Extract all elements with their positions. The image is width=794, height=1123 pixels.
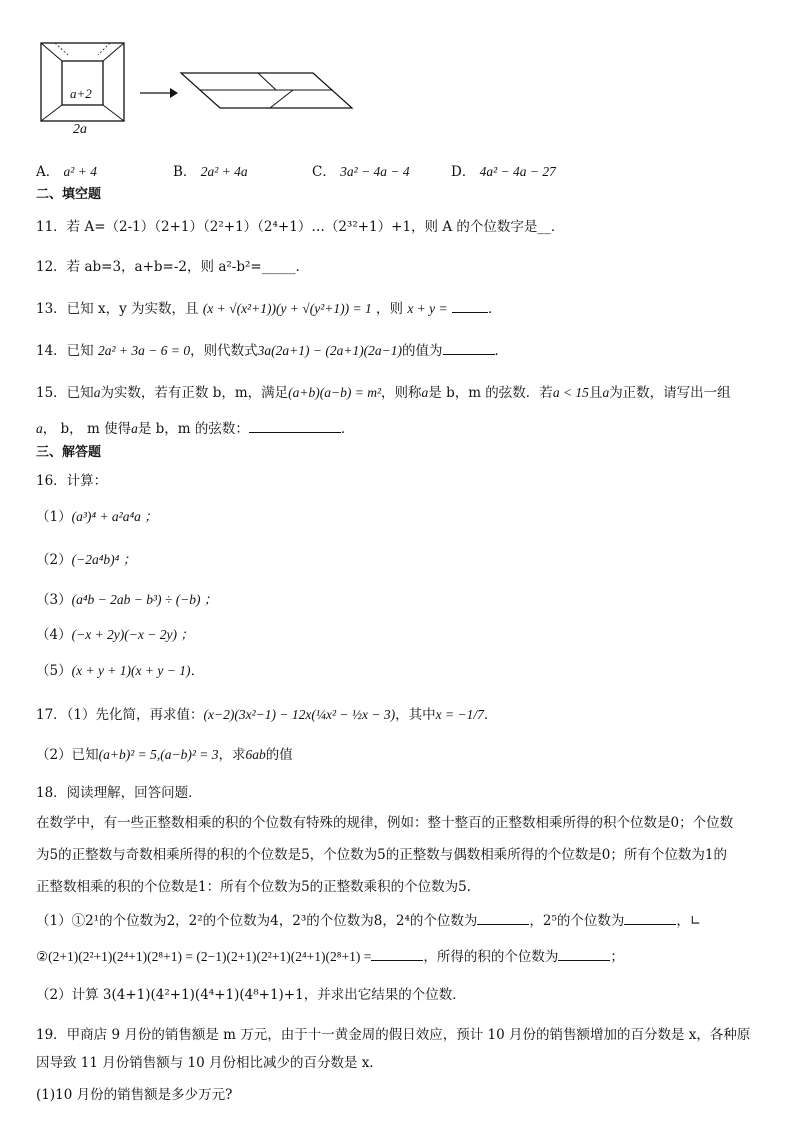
q13-expr2: x + y = bbox=[407, 301, 448, 316]
q15-line2-a2: a bbox=[131, 421, 138, 436]
option-c-expr: 3a² − 4a − 4 bbox=[340, 164, 410, 179]
q15-line2-mid: ， b， m 使得 bbox=[42, 421, 132, 437]
option-d-key: D． bbox=[451, 164, 476, 180]
q15-post: ，则称 bbox=[381, 385, 422, 401]
question-14 bbox=[36, 340, 508, 360]
q18-s1-text-b: ，2⁵的个位数为 bbox=[529, 913, 625, 929]
q17-part2-val: 6ab bbox=[245, 747, 266, 762]
section-fill-heading: 二、填空题 bbox=[36, 187, 102, 202]
q16-item-3-expr: (a⁴b − 2ab − b³) ÷ (−b) ； bbox=[71, 592, 218, 607]
q15-line2-end: ． bbox=[340, 421, 355, 437]
q16-item-5-no: （5） bbox=[36, 663, 72, 679]
q18-subquestion-2 bbox=[36, 946, 624, 966]
q15-expr: (a+b)(a−b) = m² bbox=[288, 385, 382, 400]
q14-mid: ，则代数式 bbox=[190, 343, 258, 359]
q16-item-3 bbox=[36, 591, 217, 609]
q16-item-2-no: （2） bbox=[36, 552, 72, 568]
q17-part1-pre: 17．（1）先化简，再求值： bbox=[36, 707, 204, 723]
question-12: 12．若 ab=3，a+b=-2，则 a²-b²=_____． bbox=[36, 259, 309, 275]
q15-post2: 是 b，m 的弦数．若 bbox=[428, 385, 553, 401]
q18-s1-blank-2[interactable] bbox=[624, 910, 676, 925]
q15-line2-a: a bbox=[36, 421, 43, 436]
q18-subquestion-1 bbox=[36, 910, 701, 930]
q17-part1-mid: ，其中 bbox=[395, 707, 436, 723]
option-b-expr: 2a² + 4a bbox=[200, 164, 248, 179]
option-c-key: C． bbox=[312, 164, 336, 180]
q16-item-2 bbox=[36, 551, 136, 569]
q14-expr2: 3a(2a+1) − (2a+1)(2a−1) bbox=[257, 343, 403, 358]
q13-mid: ，则 bbox=[376, 301, 404, 317]
q16-item-4-no: （4） bbox=[36, 627, 72, 643]
q18-s2-expr: ②(2+1)(2²+1)(2⁴+1)(2⁸+1) = (2−1)(2+1)(2²+1)(2⁴+1)(2⁸+1) = bbox=[36, 949, 372, 964]
question-19-line3: (1)10 月份的销售额是多少万元? bbox=[36, 1087, 233, 1103]
q16-item-1 bbox=[36, 508, 158, 526]
q15-pre: 15．已知 bbox=[36, 385, 94, 401]
option-a-key: A． bbox=[36, 164, 60, 180]
q15-cond: a < 15 bbox=[552, 385, 589, 400]
q15-a: a bbox=[93, 385, 101, 400]
q17-part1-expr: (x−2)(3x²−1) − 12x(¼x² − ½x − 3) bbox=[203, 707, 396, 722]
q17-part1-val: x = −1/7 bbox=[435, 707, 484, 722]
q15-a2: a bbox=[421, 385, 429, 400]
q14-expr: 2a² + 3a − 6 = 0 bbox=[97, 343, 191, 358]
section-solve-heading: 三、解答题 bbox=[36, 445, 102, 460]
question-15-line2 bbox=[36, 418, 354, 438]
q17-part1-end: ． bbox=[483, 707, 498, 723]
q18-s1-text-c: ，∟ bbox=[676, 913, 702, 929]
question-17-part2 bbox=[36, 746, 293, 764]
arrow-icon bbox=[140, 86, 180, 100]
q14-pre: 14．已知 bbox=[36, 343, 94, 359]
q16-item-5 bbox=[36, 662, 204, 680]
parallelogram-figure bbox=[178, 70, 356, 112]
q18-subquestion-3: （2）计算 3(4+1)(4²+1)(4⁴+1)(4⁸+1)+1，并求出它结果的个位数． bbox=[36, 987, 466, 1003]
q13-pre: 13．已知 x，y 为实数，且 bbox=[36, 301, 199, 317]
q13-post: ． bbox=[487, 301, 502, 317]
q17-part2-end: 的值 bbox=[265, 747, 293, 763]
figure-inner-label: a+2 bbox=[70, 86, 92, 101]
q16-item-4-expr: (−x + 2y)(−x − 2y) ； bbox=[71, 627, 194, 642]
q16-item-3-no: （3） bbox=[36, 592, 72, 608]
q14-end: ． bbox=[494, 343, 509, 359]
option-a[interactable] bbox=[36, 160, 97, 180]
q13-expr: (x + √(x²+1))(y + √(y²+1)) = 1 bbox=[202, 301, 372, 316]
q17-part2-expr: (a+b)² = 5,(a−b)² = 3 bbox=[98, 747, 219, 762]
q16-item-1-expr: (a³)⁴ + a²a⁴a ； bbox=[71, 509, 158, 524]
question-15-line1 bbox=[36, 384, 731, 402]
q15-end2: 为正数，请写出一组 bbox=[609, 385, 731, 401]
q18-s1-blank-1[interactable] bbox=[477, 910, 529, 925]
option-a-expr: a² + 4 bbox=[63, 164, 97, 179]
question-18-title: 18．阅读理解，回答问题． bbox=[36, 785, 202, 801]
q18-s2-blank-1[interactable] bbox=[371, 946, 423, 961]
q15-answer-blank[interactable] bbox=[249, 418, 341, 433]
option-b-key: B． bbox=[173, 164, 197, 180]
figure-bottom-label: 2a bbox=[73, 122, 87, 137]
q15-a3: a bbox=[602, 385, 610, 400]
q18-paragraph-line1: 在数学中，有一些正整数相乘的积的个位数有特殊的规律，例如：整十整百的正整数相乘所得的积个位数是0；个位数 bbox=[36, 815, 734, 831]
q15-line2-post: 是 b，m 的弦数： bbox=[137, 421, 249, 437]
q18-paragraph-line3: 正整数相乘的积的个位数是1：所有个位数为5的正整数乘积的个位数为5． bbox=[36, 879, 481, 895]
question-16-title: 16．计算： bbox=[36, 473, 108, 489]
q18-s1-text: （1）①2¹的个位数为2，2²的个位数为4，2³的个位数为8，2⁴的个位数为 bbox=[36, 913, 478, 929]
question-19-line2: 因导致 11 月份销售额与 10 月份相比减少的百分数是 x． bbox=[36, 1055, 383, 1071]
q16-item-1-no: （1） bbox=[36, 509, 72, 525]
q15-mid: 为实数，若有正数 b，m，满足 bbox=[100, 385, 289, 401]
option-d-expr: 4a² − 4a − 27 bbox=[479, 164, 556, 179]
q18-s2-blank-2[interactable] bbox=[558, 946, 610, 961]
q17-part2-pre: （2）已知 bbox=[36, 747, 99, 763]
question-17-part1 bbox=[36, 706, 497, 724]
option-d[interactable] bbox=[451, 160, 556, 180]
q18-s2-text-b: ，所得的积的个位数为 bbox=[423, 949, 559, 965]
q17-part2-mid: ，求 bbox=[218, 747, 246, 763]
question-19-line1: 19．甲商店 9 月份的销售额是 m 万元，由于十一黄金周的假日效应，预计 10 月份的销售额增加的百分数是 x，各种原 bbox=[36, 1027, 751, 1043]
q18-s2-text-c: ； bbox=[610, 949, 624, 965]
q16-item-4 bbox=[36, 626, 194, 644]
q13-answer-blank[interactable] bbox=[452, 298, 488, 313]
option-b[interactable] bbox=[173, 160, 248, 180]
q14-post: 的值为 bbox=[402, 343, 443, 359]
q16-item-5-expr: (x + y + 1)(x + y − 1)． bbox=[71, 663, 204, 678]
question-13 bbox=[36, 298, 501, 318]
question-11: 11．若 A=（2-1）（2+1）（2²+1）（2⁴+1）…（2³²+1）+1，则 A 的个位数字是__． bbox=[36, 219, 565, 235]
q14-answer-blank[interactable] bbox=[443, 340, 495, 355]
q18-paragraph-line2: 为5的正整数与奇数相乘所得的积的个位数是5，个位数为5的正整数与偶数相乘所得的个位数是0；所有个位数为1的 bbox=[36, 847, 727, 863]
q15-end: 且 bbox=[588, 385, 603, 401]
option-c[interactable] bbox=[312, 160, 410, 180]
q16-item-2-expr: (−2a⁴b)⁴ ； bbox=[71, 552, 137, 567]
